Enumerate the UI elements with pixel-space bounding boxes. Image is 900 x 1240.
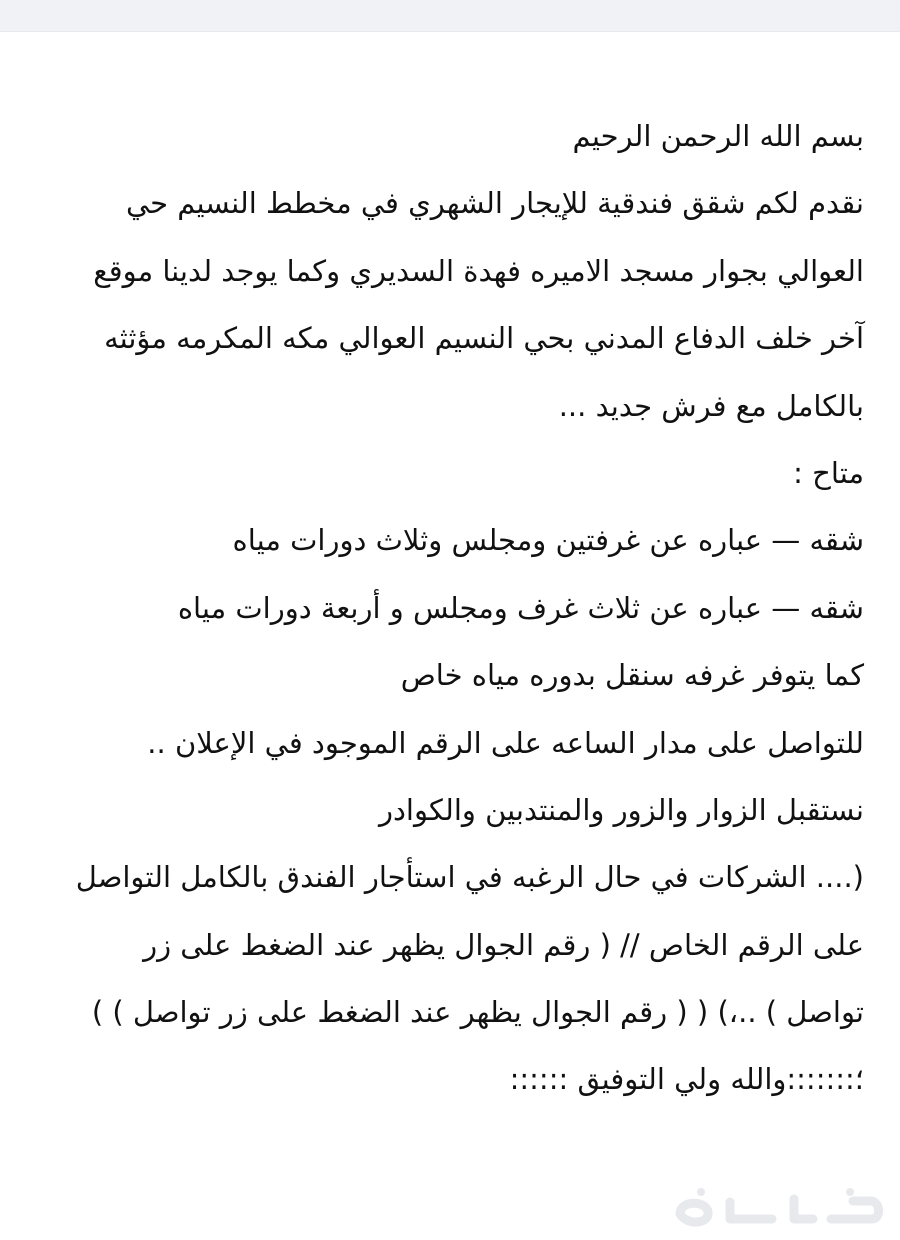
haraj-watermark-logo <box>662 1184 892 1232</box>
text-line: تواصل ) ..،) ( ( رقم الجوال يظهر عند الضغط على زر تواصل ) ) <box>91 995 864 1030</box>
text-line: متاح : <box>793 455 864 490</box>
post-body <box>34 103 864 1114</box>
text-line: نستقبل الزوار والزور والمنتدبين والكوادر <box>379 792 864 827</box>
text-line: نقدم لكم شقق فندقية للإيجار الشهري في مخطط النسيم حي <box>125 186 864 221</box>
text-line: بسم الله الرحمن الرحيم <box>572 119 864 153</box>
text-line: العوالي بجوار مسجد الاميره فهدة السديري وكما يوجد لدينا موقع <box>93 253 864 288</box>
text-line: كما يتوفر غرفه سنقل بدوره مياه خاص <box>400 658 864 693</box>
text-line: شقه — عباره عن غرفتين ومجلس وثلاث دورات مياه <box>232 523 864 558</box>
text-line: ؛:::::::والله ولي التوفيق :::::: <box>509 1062 864 1097</box>
top-header-strip <box>0 0 900 32</box>
text-line: بالكامل مع فرش جديد ... <box>558 388 864 423</box>
text-line: (.... الشركات في حال الرغبه في استأجار الفندق بالكامل التواصل <box>75 860 864 895</box>
text-line: للتواصل على مدار الساعه على الرقم الموجود في الإعلان .. <box>147 725 864 760</box>
text-line: شقه — عباره عن ثلاث غرف ومجلس و أربعة دورات مياه <box>177 590 864 625</box>
text-line: آخر خلف الدفاع المدني بحي النسيم العوالي مكه المكرمه مؤثثه <box>104 321 864 356</box>
text-line: على الرقم الخاص // ( رقم الجوال يظهر عند الضغط على زر <box>143 927 864 962</box>
